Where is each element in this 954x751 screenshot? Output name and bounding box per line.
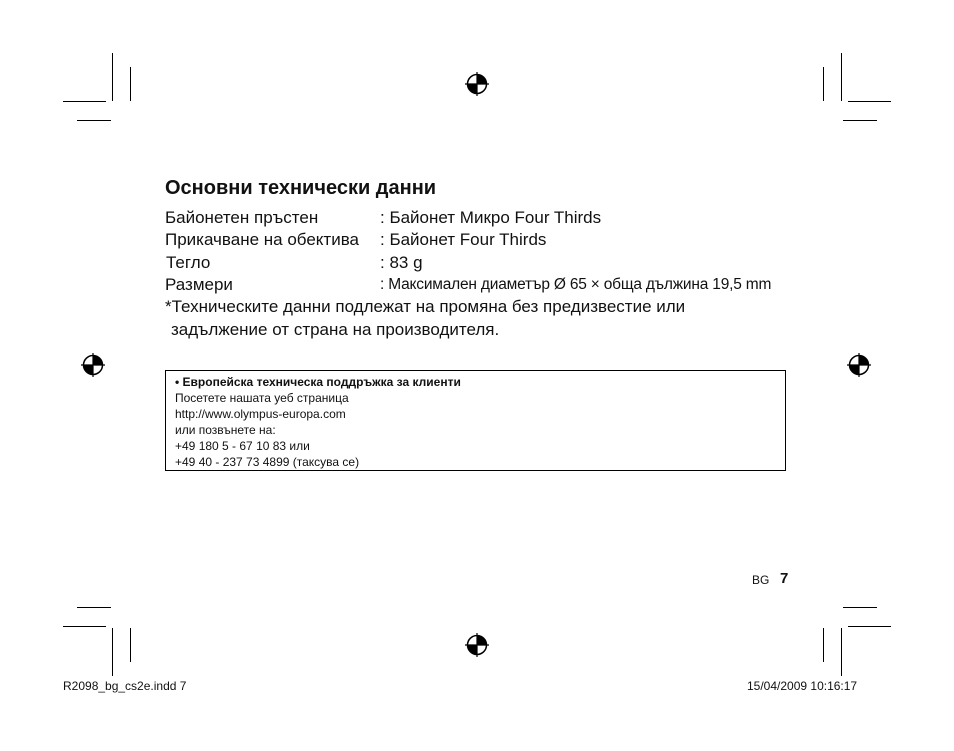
crop-mark <box>130 628 131 662</box>
crop-mark <box>841 628 842 676</box>
registration-mark-icon <box>81 353 105 377</box>
support-box <box>165 370 786 471</box>
crop-mark <box>77 607 111 608</box>
crop-mark <box>841 53 842 101</box>
spec-value: : Максимален диаметър Ø 65 × обща дължина 19,5 mm <box>380 276 772 293</box>
support-phone: +49 180 5 - 67 10 83 или <box>175 439 310 453</box>
crop-mark <box>130 67 131 101</box>
spec-label: Прикачване на обектива <box>165 230 360 249</box>
spec-label: Размери <box>165 275 233 294</box>
spec-value: : Байонет Four Thirds <box>380 230 547 249</box>
support-phone: +49 40 - 237 73 4899 (таксува се) <box>175 455 360 469</box>
spec-value: : 83 g <box>380 253 423 272</box>
crop-mark <box>63 101 106 102</box>
crop-mark <box>823 67 824 101</box>
spec-value: : Байонет Микро Four Thirds <box>380 208 602 227</box>
registration-mark-icon <box>465 72 489 96</box>
crop-mark <box>843 120 877 121</box>
page-title: Основни технически данни <box>165 177 437 199</box>
crop-mark <box>823 628 824 662</box>
slug-datetime: 15/04/2009 10:16:17 <box>747 679 858 693</box>
crop-mark <box>112 53 113 101</box>
crop-mark <box>848 101 891 102</box>
crop-mark <box>848 626 891 627</box>
slug-filename: R2098_bg_cs2e.indd 7 <box>63 679 187 693</box>
support-line: или позвънете на: <box>175 423 276 437</box>
crop-mark <box>77 120 111 121</box>
crop-mark <box>843 607 877 608</box>
disclaimer-note: *Техническите данни подлежат на промяна без предизвестие или <box>165 297 686 316</box>
support-heading: • Европейска техническа поддръжка за клиенти <box>175 375 461 389</box>
support-url[interactable]: http://www.olympus-europa.com <box>175 407 346 421</box>
spec-label: Байонетен пръстен <box>165 208 319 227</box>
crop-mark <box>63 626 106 627</box>
crop-mark <box>112 628 113 676</box>
registration-mark-icon <box>847 353 871 377</box>
spec-label: Тегло <box>166 253 211 272</box>
folio-language: BG <box>752 573 770 587</box>
registration-mark-icon <box>465 633 489 657</box>
page-number: 7 <box>780 570 789 587</box>
disclaimer-note: задължение от страна на производителя. <box>171 320 500 339</box>
support-line: Посетете нашата уеб страница <box>175 391 349 405</box>
